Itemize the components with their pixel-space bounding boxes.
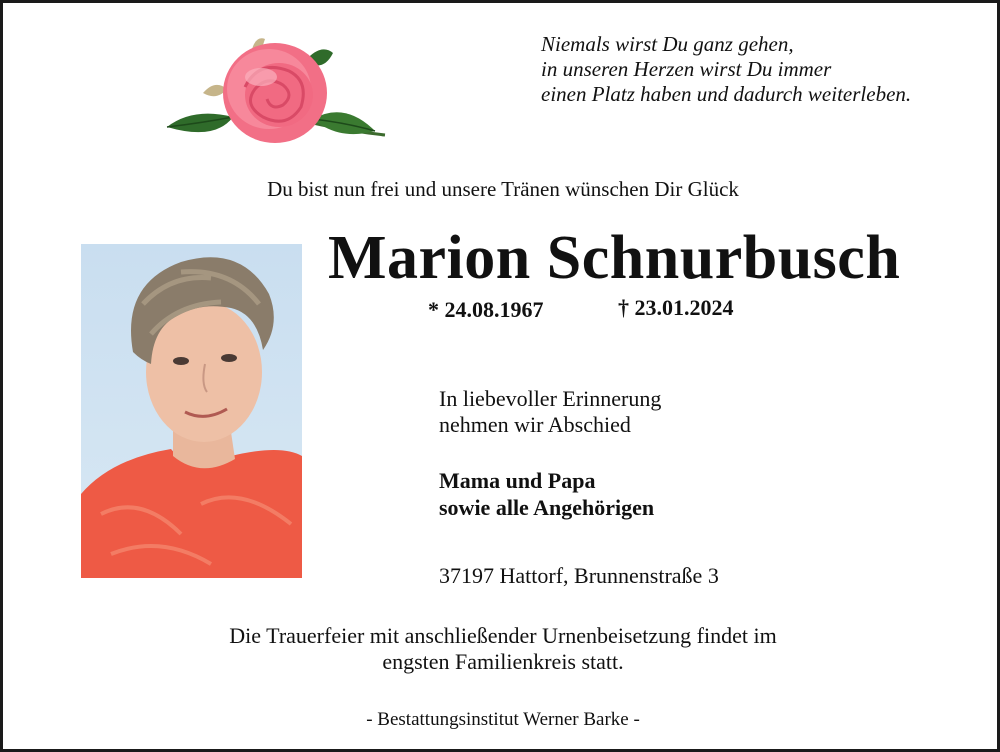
poem-line: einen Platz haben und dadurch weiterleben. bbox=[541, 82, 912, 106]
mourners-line: Mama und Papa bbox=[439, 468, 596, 493]
tagline: Du bist nun frei und unsere Tränen wünschen Dir Glück bbox=[267, 177, 739, 201]
poem-line: Niemals wirst Du ganz gehen, bbox=[541, 32, 794, 56]
rose-icon bbox=[163, 31, 388, 149]
mourners bbox=[439, 467, 654, 521]
mourners-line: sowie alle Angehörigen bbox=[439, 495, 655, 520]
poem bbox=[541, 32, 981, 107]
address: 37197 Hattorf, Brunnenstraße 3 bbox=[439, 563, 719, 588]
portrait-photo bbox=[81, 244, 302, 578]
deceased-name: Marion Schnurbusch bbox=[328, 224, 901, 292]
ceremony-line: engsten Familienkreis statt. bbox=[382, 649, 624, 674]
undertaker: - Bestattungsinstitut Werner Barke - bbox=[366, 709, 640, 730]
memory-line: nehmen wir Abschied bbox=[439, 412, 631, 437]
poem-line: in unseren Herzen wirst Du immer bbox=[541, 57, 832, 81]
ceremony-line: Die Trauerfeier mit anschließender Urnenbeisetzung findet im bbox=[229, 623, 777, 648]
memory-text bbox=[439, 386, 661, 438]
death-date: † 23.01.2024 bbox=[618, 295, 734, 320]
memory-line: In liebevoller Erinnerung bbox=[439, 386, 662, 411]
ceremony-note bbox=[3, 623, 1000, 675]
birth-date: * 24.08.1967 bbox=[428, 297, 544, 322]
